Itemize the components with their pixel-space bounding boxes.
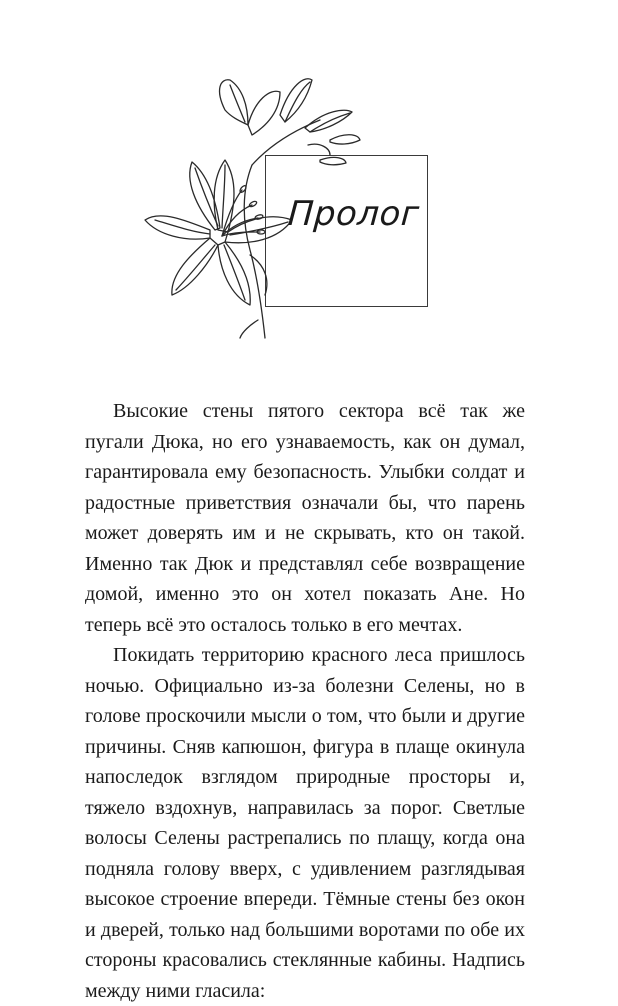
paragraph: Высокие стены пятого сектора всё так же пугали Дюка, но его узнаваемость, как он думал, гарантировала ему безопасность. Улыбки солдат и радостные приветствия означали бы, что парень может доверять им и не скрывать, кто он такой. Именно так Дюк и представлял себе возвращение домой, именно это он хотел показать Ане. Но теперь всё это осталось только в его мечтах.: [85, 400, 525, 636]
chapter-body: [85, 396, 525, 1006]
chapter-title: Пролог: [286, 194, 421, 234]
paragraph: Покидать территорию красного леса пришлось ночью. Официально из-за болезни Селены, но в голове проскочили мысли о том, что были и другие причины. Сняв капюшон, фигура в плаще окинула напоследок взглядом природные просторы и, тяжело вздохнув, направилась за порог. Светлые волосы Селены растрепались по плащу, когда она подняла голову вверх, с удивлением разглядывая высокое строение впереди. Тёмные стены без окон и дверей, только над большими воротами по обе их стороны красовались стеклянные кабины. Надпись между ними гласила:: [85, 644, 525, 1002]
